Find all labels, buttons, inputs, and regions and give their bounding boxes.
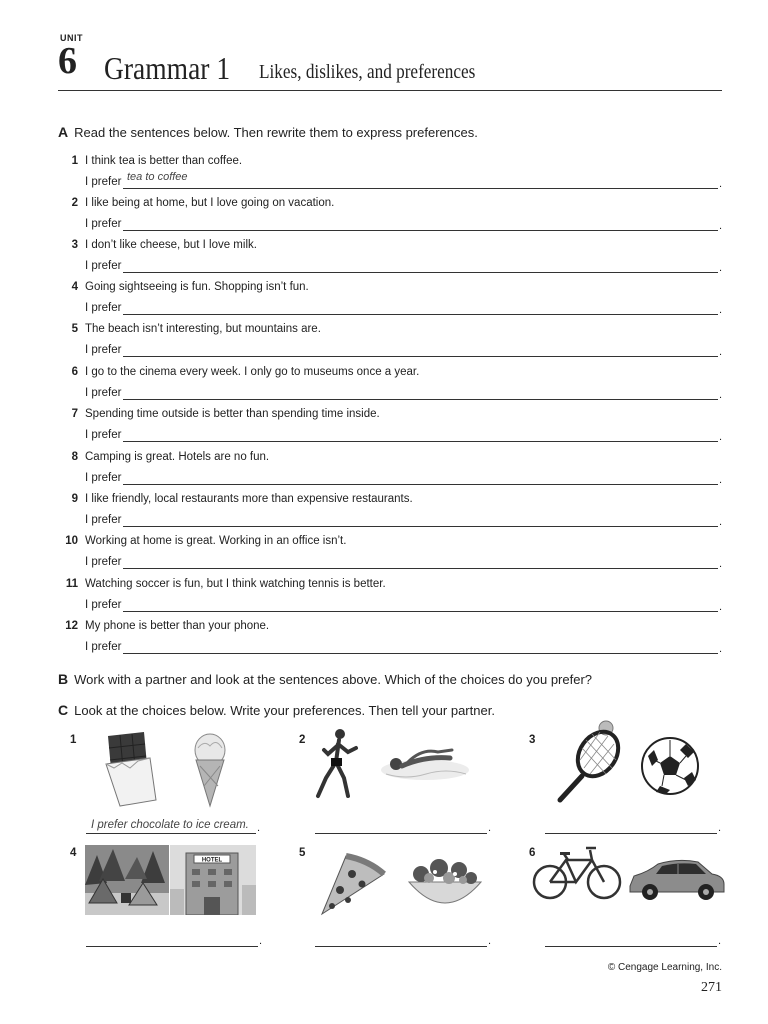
salad-bowl-image — [405, 852, 485, 916]
answer-line[interactable] — [123, 484, 718, 485]
item-prefix: I prefer — [85, 514, 122, 526]
item-number: 4 — [71, 281, 78, 293]
item-number: 3 — [71, 239, 78, 251]
item-number: 6 — [71, 366, 78, 378]
title-divider — [58, 90, 722, 91]
page-subtitle: Likes, dislikes, and preferences — [259, 61, 476, 83]
item-prefix: I prefer — [85, 344, 122, 356]
choice-answer-line[interactable] — [86, 833, 256, 834]
unit-label: UNIT — [60, 33, 83, 43]
item-number: 1 — [71, 155, 78, 167]
choice-answer-line[interactable] — [315, 946, 487, 947]
item-number: 7 — [71, 408, 78, 420]
unit-number: 6 — [58, 40, 77, 82]
answer-line[interactable] — [123, 314, 718, 315]
answer-line[interactable] — [123, 611, 718, 612]
exercise-item: 12 My phone is better than your phone. I prefer . — [60, 620, 722, 662]
item-prefix: I prefer — [85, 556, 122, 568]
answer-line[interactable] — [123, 356, 718, 357]
item-sentence: I think tea is better than coffee. — [85, 155, 243, 167]
choice-number: 4 — [70, 847, 77, 859]
choice-answer-line[interactable] — [315, 833, 487, 834]
item-number: 10 — [65, 535, 78, 547]
item-number: 5 — [71, 323, 78, 335]
answer-line[interactable] — [123, 272, 718, 273]
exercise-item: 6 I go to the cinema every week. I only go to museums once a year. I prefer . — [60, 366, 722, 408]
section-c-heading — [58, 702, 495, 719]
item-sentence: Working at home is great. Working in an office isn’t. — [85, 535, 347, 547]
section-instruction: Read the sentences below. Then rewrite them to express preferences. — [74, 125, 478, 140]
item-sentence: My phone is better than your phone. — [85, 620, 270, 632]
item-number: 9 — [71, 493, 78, 505]
bicycle-image — [530, 840, 624, 902]
item-sentence: I like friendly, local restaurants more than expensive restaurants. — [85, 493, 413, 505]
answer-line[interactable] — [123, 526, 718, 527]
item-prefix: I prefer — [85, 429, 122, 441]
section-a-heading — [58, 124, 478, 141]
choice-number: 1 — [70, 734, 77, 746]
hotel-building-image — [170, 845, 256, 915]
item-prefix: I prefer — [85, 641, 122, 653]
exercise-item: 8 Camping is great. Hotels are no fun. I prefer . — [60, 451, 722, 493]
item-number: 8 — [71, 451, 78, 463]
copyright-notice: © Cengage Learning, Inc. — [607, 962, 722, 973]
pizza-slice-image — [318, 850, 388, 920]
item-prefix: I prefer — [85, 387, 122, 399]
exercise-item: 3 I don’t like cheese, but I love milk. I prefer . — [60, 239, 722, 281]
exercise-item: 5 The beach isn’t interesting, but mountains are. I prefer . — [60, 323, 722, 365]
choice-answer[interactable]: I prefer chocolate to ice cream. — [91, 819, 249, 831]
exercise-item: 9 I like friendly, local restaurants more than expensive restaurants. I prefer . — [60, 493, 722, 535]
choice-answer-line[interactable] — [86, 946, 258, 947]
item-sentence: I don’t like cheese, but I love milk. — [85, 239, 257, 251]
ice-cream-cone-image — [190, 730, 230, 808]
page-title: Grammar 1 — [104, 50, 231, 86]
exercise-item: 7 Spending time outside is better than spending time inside. I prefer . — [60, 408, 722, 450]
hotel-sign: HOTEL — [201, 857, 223, 864]
answer-line[interactable] — [123, 653, 718, 654]
item-sentence: The beach isn’t interesting, but mountains are. — [85, 323, 321, 335]
answer-line[interactable] — [123, 568, 718, 569]
section-letter: B — [58, 671, 69, 687]
answer-line[interactable] — [123, 188, 718, 189]
choice-number: 3 — [529, 734, 536, 746]
item-sentence: Spending time outside is better than spending time inside. — [85, 408, 380, 420]
section-instruction: Work with a partner and look at the sentences above. Which of the choices do you prefer? — [74, 672, 593, 687]
item-number: 2 — [71, 197, 78, 209]
item-prefix: I prefer — [85, 218, 122, 230]
answer-line[interactable] — [123, 230, 718, 231]
exercise-item: 11 Watching soccer is fun, but I think watching tennis is better. I prefer . — [60, 578, 722, 620]
exercise-item: 1 I think tea is better than coffee. I prefer tea to coffee . — [60, 155, 722, 197]
chocolate-bar-image — [100, 730, 160, 808]
answer-line[interactable] — [123, 441, 718, 442]
camping-tent-image — [85, 845, 169, 915]
swimmer-image — [380, 748, 470, 784]
exercise-item: 10 Working at home is great. Working in an office isn’t. I prefer . — [60, 535, 722, 577]
answer-line[interactable] — [123, 399, 718, 400]
section-letter: C — [58, 702, 69, 718]
item-sentence: Watching soccer is fun, but I think watching tennis is better. — [85, 578, 386, 590]
car-image — [626, 854, 728, 902]
soccer-ball-image — [640, 736, 700, 796]
section-b-heading — [58, 671, 592, 688]
section-letter: A — [58, 124, 69, 140]
choice-number: 6 — [529, 847, 536, 859]
tennis-racket-image — [552, 720, 628, 804]
item-prefix: I prefer — [85, 176, 122, 188]
choice-number: 5 — [299, 847, 306, 859]
exercise-item: 2 I like being at home, but I love going on vacation. I prefer . — [60, 197, 722, 239]
item-sentence: I like being at home, but I love going on vacation. — [85, 197, 335, 209]
item-prefix: I prefer — [85, 260, 122, 272]
choice-answer-line[interactable] — [545, 833, 717, 834]
item-sentence: Going sightseeing is fun. Shopping isn’t fun. — [85, 281, 309, 293]
item-sentence: I go to the cinema every week. I only go to museums once a year. — [85, 366, 420, 378]
section-instruction: Look at the choices below. Write your preferences. Then tell your partner. — [74, 703, 495, 718]
item-prefix: I prefer — [85, 599, 122, 611]
choice-answer-line[interactable] — [545, 946, 717, 947]
item-prefix: I prefer — [85, 302, 122, 314]
item-sentence: Camping is great. Hotels are no fun. — [85, 451, 270, 463]
item-number: 12 — [65, 620, 78, 632]
item-number: 11 — [65, 578, 78, 590]
exercise-item: 4 Going sightseeing is fun. Shopping isn’t fun. I prefer . — [60, 281, 722, 323]
page-number: 271 — [701, 980, 722, 995]
item-prefix: I prefer — [85, 472, 122, 484]
choice-number: 2 — [299, 734, 306, 746]
runner-image — [312, 726, 362, 806]
item-answer[interactable]: tea to coffee — [127, 171, 188, 183]
